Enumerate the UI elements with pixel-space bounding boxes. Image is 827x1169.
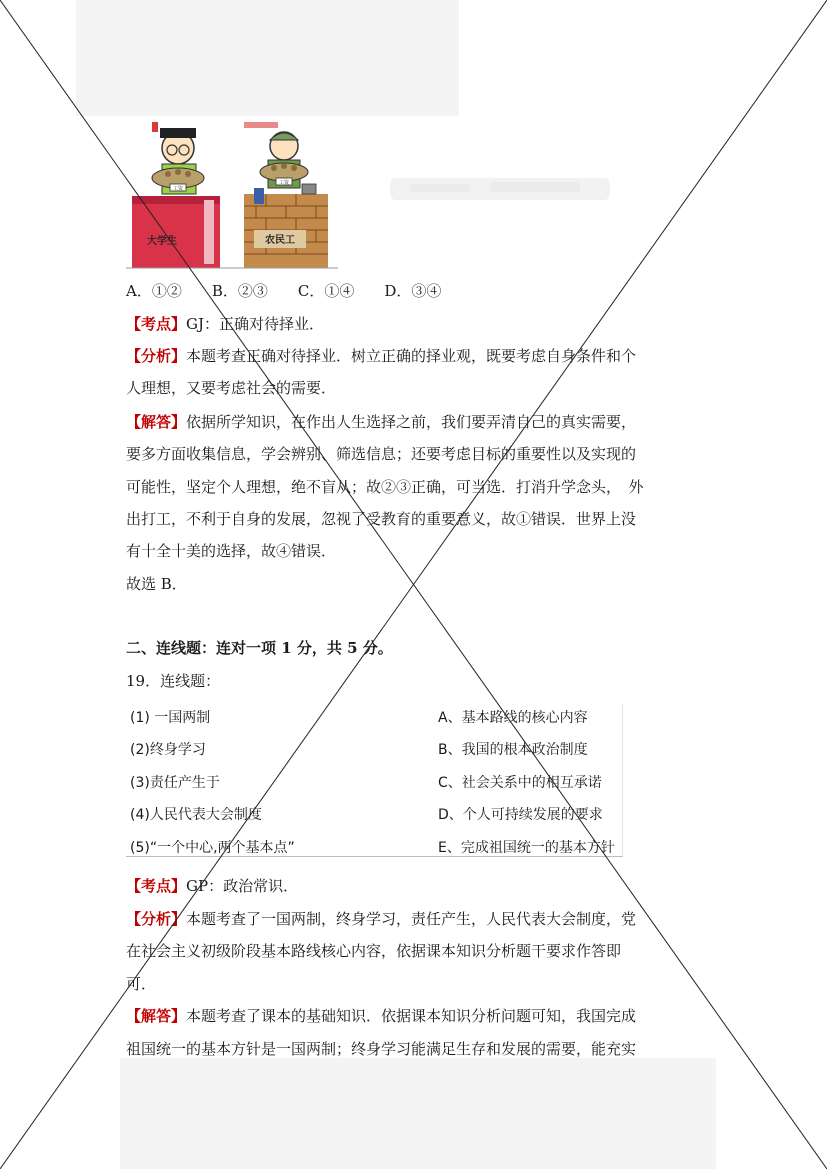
right-item-c: C、社会关系中的相互承诺 xyxy=(438,775,602,791)
q18-kaodian-tag: 【考点】 xyxy=(126,315,187,333)
q19-kaodian-text: GP：政治常识． xyxy=(186,877,299,895)
q19-fenxi-line-2: 在社会主义初级阶段基本路线核心内容，依据课本知识分析题干要求作答即 xyxy=(126,942,622,960)
q18-jieda-text-1: 依据所学知识，在作出人生选择之前，我们要弄清自己的真实需要， xyxy=(186,413,637,431)
section2-heading: 二、连线题：连对一项 1 分，共 5 分。 xyxy=(126,639,393,657)
q18-jieda-line-4: 出打工，不利于自身的发展，忽视了受教育的重要意义，故①错误．世界上没 xyxy=(126,510,637,528)
q19-jieda-line-2: 祖国统一的基本方针是一国两制；终身学习能满足生存和发展的需要，能充实 xyxy=(126,1040,637,1058)
q18-jieda-line-2: 要多方面收集信息，学会辨别、筛选信息；还要考虑目标的重要性以及实现的 xyxy=(126,445,637,463)
q18-answer: 故选 B． xyxy=(126,575,187,593)
q18-jieda-tag: 【解答】 xyxy=(126,413,187,431)
left-item-1: (1) 一国两制 xyxy=(130,710,211,726)
left-item-5: (5)“一个中心,两个基本点” xyxy=(130,840,295,856)
q19-fenxi-text-1: 本题考查了一国两制，终身学习，责任产生，人民代表大会制度，党 xyxy=(186,910,637,928)
cartoon-label-right: 农民工 xyxy=(265,235,295,246)
q18-fenxi-line-2: 人理想，又要考虑社会的需要． xyxy=(126,379,337,397)
left-item-2: (2)终身学习 xyxy=(130,742,206,758)
q19-fenxi-tag: 【分析】 xyxy=(126,910,187,928)
cartoon-label-left: 大学生 xyxy=(147,236,177,247)
left-item-3: (3)责任产生于 xyxy=(130,775,220,791)
right-item-b: B、我国的根本政治制度 xyxy=(438,742,588,758)
q18-kaodian-text: GJ：正确对待择业． xyxy=(186,315,325,333)
q18-jieda-line-3: 可能性，坚定个人理想，绝不盲从；故②③正确，可当选．打消升学念头， 外 xyxy=(126,478,644,496)
cartoon-tag-left: 工资 xyxy=(172,186,184,192)
right-item-d: D、个人可持续发展的要求 xyxy=(438,807,603,823)
q18-fenxi-text-1: 本题考查正确对待择业．树立正确的择业观，既要考虑自身条件和个 xyxy=(186,347,637,365)
q19-fenxi-line-3: 可． xyxy=(126,975,157,993)
right-item-e: E、完成祖国统一的基本方针 xyxy=(438,840,615,856)
q19-stem: 19．连线题： xyxy=(126,672,221,690)
q19-jieda-tag: 【解答】 xyxy=(126,1007,187,1025)
q18-jieda-line-5: 有十全十美的选择，故④错误． xyxy=(126,542,337,560)
question18-options: A．①② B．②③ C．①④ D．③④ xyxy=(126,282,442,300)
right-item-a: A、基本路线的核心内容 xyxy=(438,710,588,726)
q18-fenxi-tag: 【分析】 xyxy=(126,347,187,365)
q19-kaodian-tag: 【考点】 xyxy=(126,877,187,895)
left-item-4: (4)人民代表大会制度 xyxy=(130,807,262,823)
q19-jieda-text-1: 本题考查了课本的基础知识．依据课本知识分析问题可知，我国完成 xyxy=(186,1007,637,1025)
cartoon-tag-right: 工资 xyxy=(278,180,290,186)
